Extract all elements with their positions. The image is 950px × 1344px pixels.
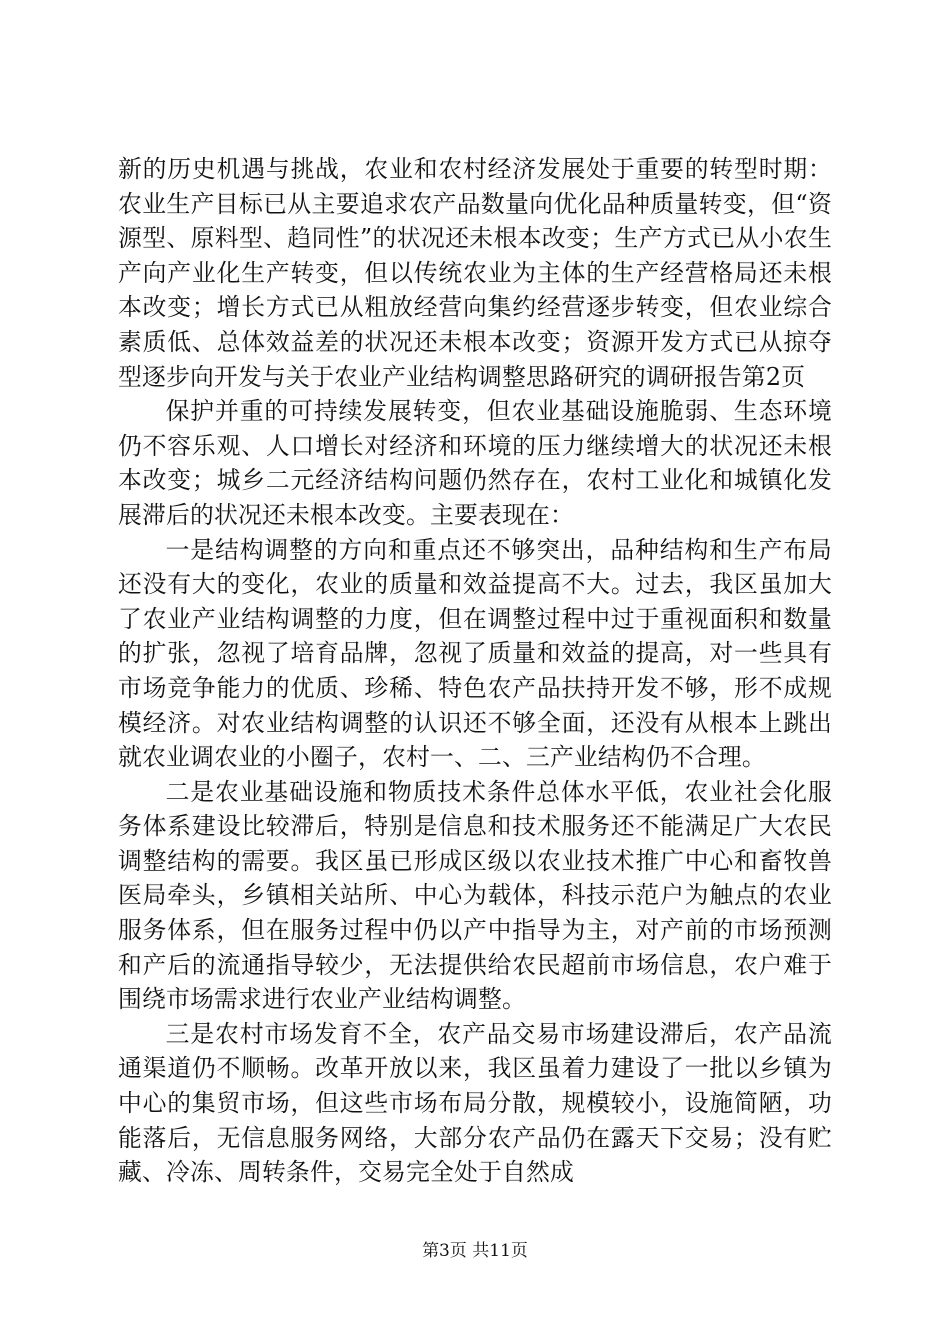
paragraph-3: 一是结构调整的方向和重点还不够突出，品种结构和生产布局还没有大的变化，农业的质量和效益提高不大。过去，我区虽加大了农业产业结构调整的力度，但在调整过程中过于重视面积和数量的扩张，忽视了培育品牌，忽视了质量和效益的提高，对一些具有市场竞争能力的优质、珍稀、特色农产品扶持开发不够，形不成规模经济。对农业结构调整的认识还不够全面，还没有从根本上跳出就农业调农业的小圈子，农村一、二、三产业结构仍不合理。	[118, 535, 832, 772]
paragraph-5: 三是农村市场发育不全，农产品交易市场建设滞后，农产品流通渠道仍不顺畅。改革开放以来，我区虽着力建设了一批以乡镇为中心的集贸市场，但这些市场布局分散，规模较小，设施简陋，功能落后，无信息服务网络，大部分农产品仍在露天下交易；没有贮藏、冷冻、周转条件，交易完全处于自然成	[118, 1019, 832, 1187]
paragraph-4: 二是农业基础设施和物质技术条件总体水平低，农业社会化服务体系建设比较滞后，特别是信息和技术服务还不能满足广大农民调整结构的需要。我区虽已形成区级以农业技术推广中心和畜牧兽医局牵头，乡镇相关站所、中心为载体，科技示范户为触点的农业服务体系，但在服务过程中仍以产中指导为主，对产前的市场预测和产后的流通指导较少，无法提供给农民超前市场信息，农户难于围绕市场需求进行农业产业结构调整。	[118, 777, 832, 1014]
paragraph-1: 新的历史机遇与挑战，农业和农村经济发展处于重要的转型时期：农业生产目标已从主要追求农产品数量向优化品种质量转变，但“资源型、原料型、趋同性”的状况还未根本改变；生产方式已从小农生产向产业化生产转变，但以传统农业为主体的生产经营格局还未根本改变；增长方式已从粗放经营向集约经营逐步转变，但农业综合素质低、总体效益差的状况还未根本改变；资源开发方式已从掠夺型逐步向开发与关于农业产业结构调整思路研究的调研报告第2页	[118, 155, 832, 391]
document-body	[118, 152, 832, 1190]
page-footer: 第3页 共11页	[422, 1241, 528, 1261]
paragraph-2: 保护并重的可持续发展转变，但农业基础设施脆弱、生态环境仍不容乐观、人口增长对经济和环境的压力继续增大的状况还未根本改变；城乡二元经济结构问题仍然存在，农村工业化和城镇化发展滞后的状况还未根本改变。主要表现在：	[118, 397, 832, 529]
